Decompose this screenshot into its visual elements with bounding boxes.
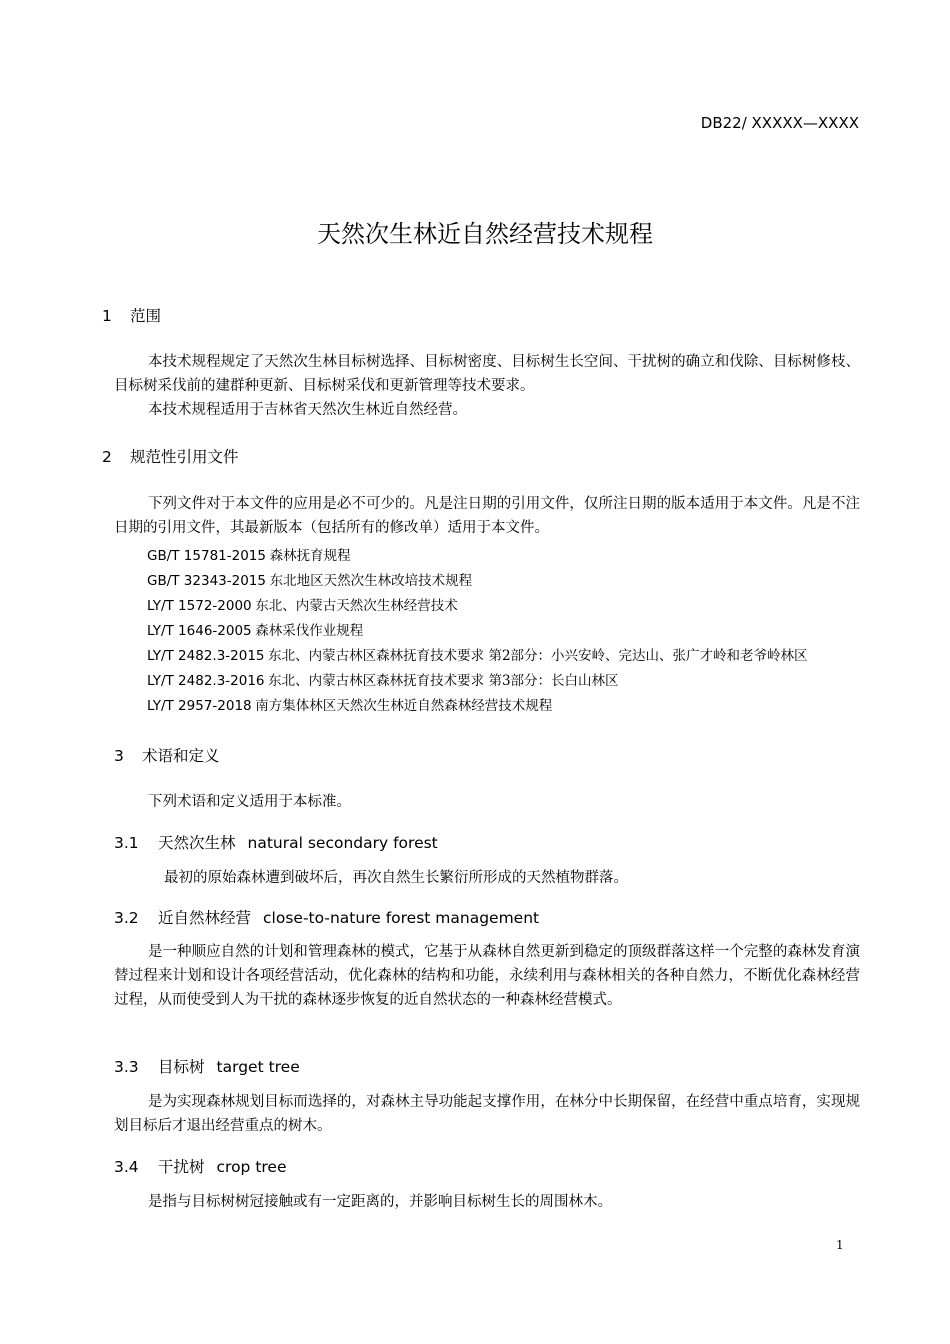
document-code: DB22/ XXXXX—XXXX — [700, 114, 859, 132]
term-english: natural secondary forest — [247, 834, 438, 852]
term-number: 3.2 — [114, 909, 139, 927]
term-definition: 是一种顺应自然的计划和管理森林的模式，它基于从森林自然更新到稳定的顶级群落这样一个完整的森林发育演替过程来计划和设计各项经营活动，优化森林的结构和功能，永续利用与森林相关的各种自然力，不断优化森林经营过程，从而使受到人为干扰的森林逐步恢复的近自然状态的一种森林经营模式。 — [114, 944, 860, 1008]
reference-name: 森林采伐作业规程 — [255, 623, 364, 639]
term-number: 3.4 — [114, 1158, 139, 1176]
section-3-heading — [114, 744, 220, 766]
term-definition: 是为实现森林规划目标而选择的，对森林主导功能起支撑作用，在林分中长期保留，在经营中重点培育，实现规划目标后才退出经营重点的树木。 — [114, 1094, 860, 1134]
reference-item — [147, 544, 351, 565]
reference-item — [147, 694, 552, 715]
section-1-paragraph-2: 本技术规程适用于吉林省天然次生林近自然经营。 — [148, 402, 467, 418]
reference-item — [147, 569, 472, 590]
term-heading — [114, 906, 539, 928]
term-heading — [114, 1055, 300, 1077]
reference-code: GB/T 32343-2015 — [147, 573, 266, 589]
term-english: crop tree — [216, 1158, 287, 1176]
term-definition: 最初的原始森林遭到破坏后，再次自然生长繁衍所形成的天然植物群落。 — [164, 870, 628, 886]
section-title: 术语和定义 — [142, 747, 220, 765]
page-number: 1 — [836, 1238, 844, 1252]
term-chinese: 干扰树 — [158, 1158, 205, 1176]
section-number: 1 — [102, 307, 112, 325]
term-heading — [114, 831, 438, 853]
reference-code: LY/T 1572-2000 — [147, 598, 252, 614]
section-2-heading — [102, 445, 239, 467]
section-number: 2 — [102, 448, 112, 466]
reference-item — [147, 594, 458, 615]
reference-name: 东北、内蒙古林区森林抚育技术要求 第3部分：长白山林区 — [268, 673, 619, 689]
reference-code: LY/T 2482.3-2015 — [147, 648, 265, 664]
reference-name: 东北、内蒙古天然次生林经营技术 — [255, 598, 458, 614]
section-number: 3 — [114, 747, 124, 765]
term-chinese: 目标树 — [158, 1058, 205, 1076]
section-1-paragraph-1: 本技术规程规定了天然次生林目标树选择、目标树密度、目标树生长空间、干扰树的确立和伐除、目标树修枝、目标树采伐前的建群种更新、目标树采伐和更新管理等技术要求。 — [114, 354, 860, 394]
term-english: close-to-nature forest management — [263, 909, 540, 927]
term-chinese: 天然次生林 — [158, 834, 236, 852]
reference-item — [147, 669, 619, 690]
reference-name: 东北地区天然次生林改培技术规程 — [269, 573, 473, 589]
section-3-intro: 下列术语和定义适用于本标准。 — [148, 794, 351, 810]
reference-code: LY/T 2482.3-2016 — [147, 673, 265, 689]
term-number: 3.3 — [114, 1058, 139, 1076]
section-title: 范围 — [130, 307, 162, 325]
reference-name: 南方集体林区天然次生林近自然森林经营技术规程 — [255, 698, 553, 714]
term-definition: 是指与目标树树冠接触或有一定距离的，并影响目标树生长的周围林木。 — [148, 1194, 612, 1210]
reference-name: 森林抚育规程 — [269, 548, 351, 564]
reference-name: 东北、内蒙古林区森林抚育技术要求 第2部分：小兴安岭、完达山、张广才岭和老爷岭林区 — [268, 648, 808, 664]
section-2-paragraph: 下列文件对于本文件的应用是必不可少的。凡是注日期的引用文件，仅所注日期的版本适用于本文件。凡是不注日期的引用文件，其最新版本（包括所有的修改单）适用于本文件。 — [114, 496, 860, 536]
term-number: 3.1 — [114, 834, 139, 852]
term-heading — [114, 1155, 287, 1177]
reference-code: LY/T 2957-2018 — [147, 698, 252, 714]
term-chinese: 近自然林经营 — [158, 909, 252, 927]
section-title: 规范性引用文件 — [130, 448, 239, 466]
document-title: 天然次生林近自然经营技术规程 — [317, 220, 653, 248]
reference-item — [147, 644, 808, 665]
reference-item — [147, 619, 363, 640]
reference-code: GB/T 15781-2015 — [147, 548, 266, 564]
reference-code: LY/T 1646-2005 — [147, 623, 252, 639]
term-english: target tree — [216, 1058, 300, 1076]
section-1-heading — [102, 304, 161, 326]
